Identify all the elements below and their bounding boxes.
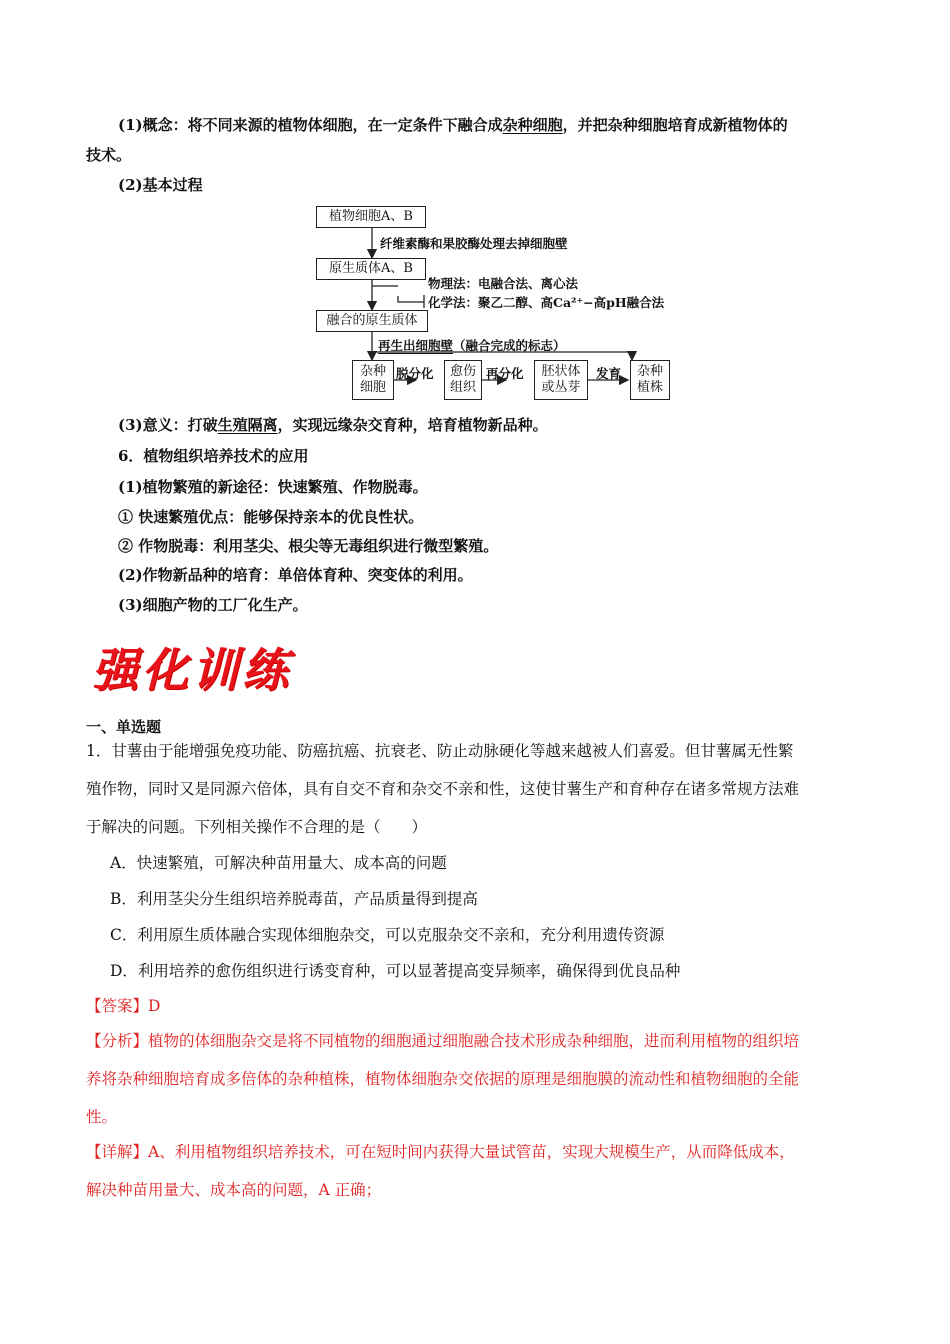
analysis-line-1: 【分析】植物的体细胞杂交是将不同植物的细胞通过细胞融合技术形成杂种细胞，进而利用植物的组织培 <box>86 1032 800 1050</box>
option-b: B．利用茎尖分生组织培养脱毒苗，产品质量得到提高 <box>110 890 478 908</box>
label-physical-method: 物理法：电融合法、离心法 <box>428 276 579 291</box>
label-enzyme: 纤维素酶和果胶酶处理去掉细胞壁 <box>380 236 568 251</box>
detail-line-1: 【详解】A、利用植物组织培养技术，可在短时间内获得大量试管苗，实现大规模生产，从而降低成本， <box>86 1143 795 1161</box>
app-3: (3)细胞产物的工厂化生产。 <box>118 596 308 614</box>
app-1: (1)植物繁殖的新途径：快速繁殖、作物脱毒。 <box>118 478 428 496</box>
question-1-line-2: 殖作物，同时又是同源六倍体，具有自交不育和杂交不亲和性，这使甘薯生产和育种存在诸多常规方法难 <box>86 780 800 798</box>
concept-text-end: ，并把杂种细胞培育成新植物体的 <box>562 116 788 134</box>
significance-underlined: 生殖隔离 <box>217 416 278 434</box>
significance-text-end: ，实现远缘杂交育种，培育植物新品种。 <box>277 416 548 434</box>
label-dedifferentiation: 脱分化 <box>396 366 434 381</box>
detail-line-2: 解决种苗用量大、成本高的问题，A 正确； <box>86 1181 382 1199</box>
analysis-line-3: 性。 <box>86 1108 118 1126</box>
concept-line <box>118 115 908 135</box>
concept-underlined: 杂种细胞 <box>502 116 563 134</box>
fusion-process-diagram <box>312 204 682 404</box>
label-regenerate-wall-text: 再生出细胞壁 <box>378 338 454 353</box>
box-protoplasts: 原生质体A、B <box>316 258 426 280</box>
heading-6: 6．植物组织培养技术的应用 <box>118 447 309 465</box>
box-plant-cells: 植物细胞A、B <box>316 206 426 228</box>
concept-line-2: 技术。 <box>86 146 132 164</box>
option-c: C．利用原生质体融合实现体细胞杂交，可以克服杂交不亲和，充分利用遗传资源 <box>110 926 665 944</box>
label-regenerate-wall <box>378 336 566 354</box>
box-callus: 愈伤 组织 <box>444 360 482 400</box>
analysis-line-2: 养将杂种细胞培育成多倍体的杂种植株，植物体细胞杂交依据的原理是细胞膜的流动性和植物细胞的全能 <box>86 1070 800 1088</box>
label-development: 发育 <box>596 366 622 381</box>
app-1a: ① 快速繁殖优点：能够保持亲本的优良性状。 <box>118 508 424 526</box>
question-1-line-1: 1．甘薯由于能增强免疫功能、防癌抗癌、抗衰老、防止动脉硬化等越来越被人们喜爱。但甘薯属无性繁 <box>86 742 794 760</box>
option-d: D．利用培养的愈伤组织进行诱变育种，可以显著提高变异频率，确保得到优良品种 <box>110 962 681 980</box>
box-embryoid: 胚状体 或丛芽 <box>534 360 588 400</box>
training-title: 强化训练 <box>92 643 292 697</box>
box-hybrid-cell: 杂种 细胞 <box>352 360 394 400</box>
app-2: (2)作物新品种的培育：单倍体育种、突变体的利用。 <box>118 566 473 584</box>
section-heading: 一、单选题 <box>86 718 162 736</box>
box-hybrid-plant: 杂种 植株 <box>630 360 670 400</box>
label-fusion-mark: （融合完成的标志） <box>453 338 566 353</box>
answer: 【答案】D <box>86 997 161 1015</box>
concept-text: (1)概念：将不同来源的植物体细胞，在一定条件下融合成 <box>118 116 503 134</box>
label-chemical-method: 化学法：聚乙二醇、高Ca²⁺−高pH融合法 <box>428 295 665 310</box>
process-heading: (2)基本过程 <box>118 176 203 194</box>
significance-text: (3)意义：打破 <box>118 416 218 434</box>
option-a: A．快速繁殖，可解决种苗用量大、成本高的问题 <box>110 854 447 872</box>
label-redifferentiation: 再分化 <box>486 366 524 381</box>
significance-line <box>118 415 908 435</box>
app-1b: ② 作物脱毒：利用茎尖、根尖等无毒组织进行微型繁殖。 <box>118 537 499 555</box>
box-fused-protoplast: 融合的原生质体 <box>316 310 428 332</box>
question-1-line-3: 于解决的问题。下列相关操作不合理的是（ ） <box>86 818 428 836</box>
